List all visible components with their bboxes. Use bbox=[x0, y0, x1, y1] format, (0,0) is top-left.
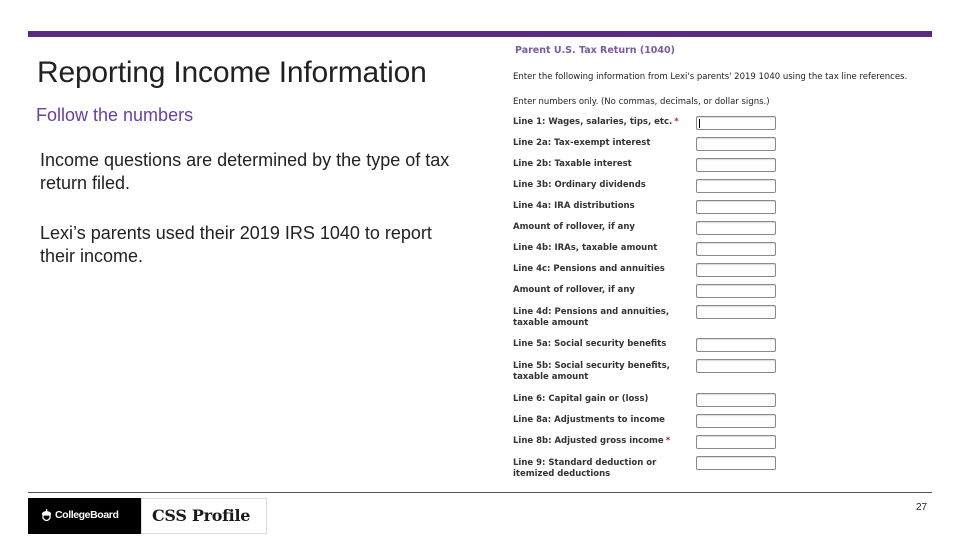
row-label-text: Line 4b: IRAs, taxable amount bbox=[513, 243, 658, 253]
line-3b-ordinary-dividends-input[interactable] bbox=[696, 179, 776, 193]
body-paragraph-1: Income questions are determined by the type of tax return filed. bbox=[40, 150, 450, 193]
tax-return-form bbox=[505, 42, 915, 486]
row-label-text: Line 5b: Social security benefits, taxable amount bbox=[513, 361, 670, 382]
form-title: Parent U.S. Tax Return (1040) bbox=[515, 45, 675, 56]
form-row-label bbox=[513, 201, 693, 212]
line-8b-agi-input[interactable] bbox=[696, 435, 776, 449]
footer-divider bbox=[28, 492, 932, 493]
form-instructions: Enter the following information from Lexi's parents' 2019 1040 using the tax line references. bbox=[513, 72, 908, 82]
row-label-text: Line 5a: Social security benefits bbox=[513, 339, 667, 349]
form-row-label bbox=[513, 415, 693, 426]
form-row-label bbox=[513, 307, 678, 329]
row-label-text: Line 3b: Ordinary dividends bbox=[513, 180, 646, 190]
ira-rollover-input[interactable] bbox=[696, 221, 776, 235]
line-2b-taxable-interest-input[interactable] bbox=[696, 158, 776, 172]
line-5b-social-security-taxable-input[interactable] bbox=[696, 359, 776, 373]
line-4b-ira-taxable-input[interactable] bbox=[696, 242, 776, 256]
line-4a-ira-distributions-input[interactable] bbox=[696, 200, 776, 214]
required-marker: * bbox=[674, 117, 679, 127]
form-hint: Enter numbers only. (No commas, decimals, or dollar signs.) bbox=[513, 97, 770, 107]
css-profile-logo-text: CSS Profile bbox=[152, 506, 251, 525]
row-label-text: Amount of rollover, if any bbox=[513, 222, 635, 232]
row-label-text: Line 6: Capital gain or (loss) bbox=[513, 394, 649, 404]
line-6-capital-gain-input[interactable] bbox=[696, 393, 776, 407]
form-row-label bbox=[513, 159, 693, 170]
form-row-label bbox=[513, 180, 693, 191]
line-9-deductions-input[interactable] bbox=[696, 456, 776, 470]
line-8a-adjustments-input[interactable] bbox=[696, 414, 776, 428]
form-row-label bbox=[513, 138, 693, 149]
page-number: 27 bbox=[916, 502, 928, 513]
line-4c-pensions-input[interactable] bbox=[696, 263, 776, 277]
line-5a-social-security-input[interactable] bbox=[696, 338, 776, 352]
top-accent-bar bbox=[28, 31, 932, 37]
form-row-label bbox=[513, 243, 693, 254]
form-row-label bbox=[513, 222, 693, 233]
form-row-label bbox=[513, 285, 693, 296]
line-2a-tax-exempt-interest-input[interactable] bbox=[696, 137, 776, 151]
form-row-label bbox=[513, 436, 693, 447]
collegeboard-logo-text: CollegeBoard bbox=[55, 509, 119, 521]
row-label-text: Line 4a: IRA distributions bbox=[513, 201, 635, 211]
row-label-text: Amount of rollover, if any bbox=[513, 285, 635, 295]
slide-subtitle: Follow the numbers bbox=[36, 105, 194, 125]
line-1-wages-input[interactable] bbox=[696, 116, 776, 130]
form-row-label bbox=[513, 339, 693, 350]
row-label-text: Line 8a: Adjustments to income bbox=[513, 415, 665, 425]
row-label-text: Line 4d: Pensions and annuities, taxable amount bbox=[513, 307, 670, 328]
form-row-label bbox=[513, 394, 693, 405]
collegeboard-logo bbox=[28, 498, 141, 534]
form-row-label bbox=[513, 361, 678, 383]
css-profile-logo bbox=[141, 498, 267, 534]
slide-title: Reporting Income Information bbox=[37, 56, 427, 89]
row-label-text: Line 9: Standard deduction or itemized deductions bbox=[513, 458, 657, 479]
row-label-text: Line 4c: Pensions and annuities bbox=[513, 264, 665, 274]
form-row-label bbox=[513, 458, 673, 480]
body-paragraph-2: Lexi’s parents used their 2019 IRS 1040 to report their income. bbox=[40, 223, 432, 266]
required-marker: * bbox=[665, 436, 671, 446]
pension-rollover-input[interactable] bbox=[696, 284, 776, 298]
text-cursor bbox=[699, 119, 700, 128]
row-label-text: Line 2a: Tax-exempt interest bbox=[513, 138, 651, 148]
form-row-label bbox=[513, 117, 693, 128]
form-row-label bbox=[513, 264, 693, 275]
line-4d-pensions-taxable-input[interactable] bbox=[696, 305, 776, 319]
row-label-text: Line 8b: Adjusted gross income bbox=[513, 436, 664, 446]
acorn-icon bbox=[40, 509, 53, 523]
row-label-text: Line 1: Wages, salaries, tips, etc. bbox=[513, 117, 673, 127]
row-label-text: Line 2b: Taxable interest bbox=[513, 159, 632, 169]
